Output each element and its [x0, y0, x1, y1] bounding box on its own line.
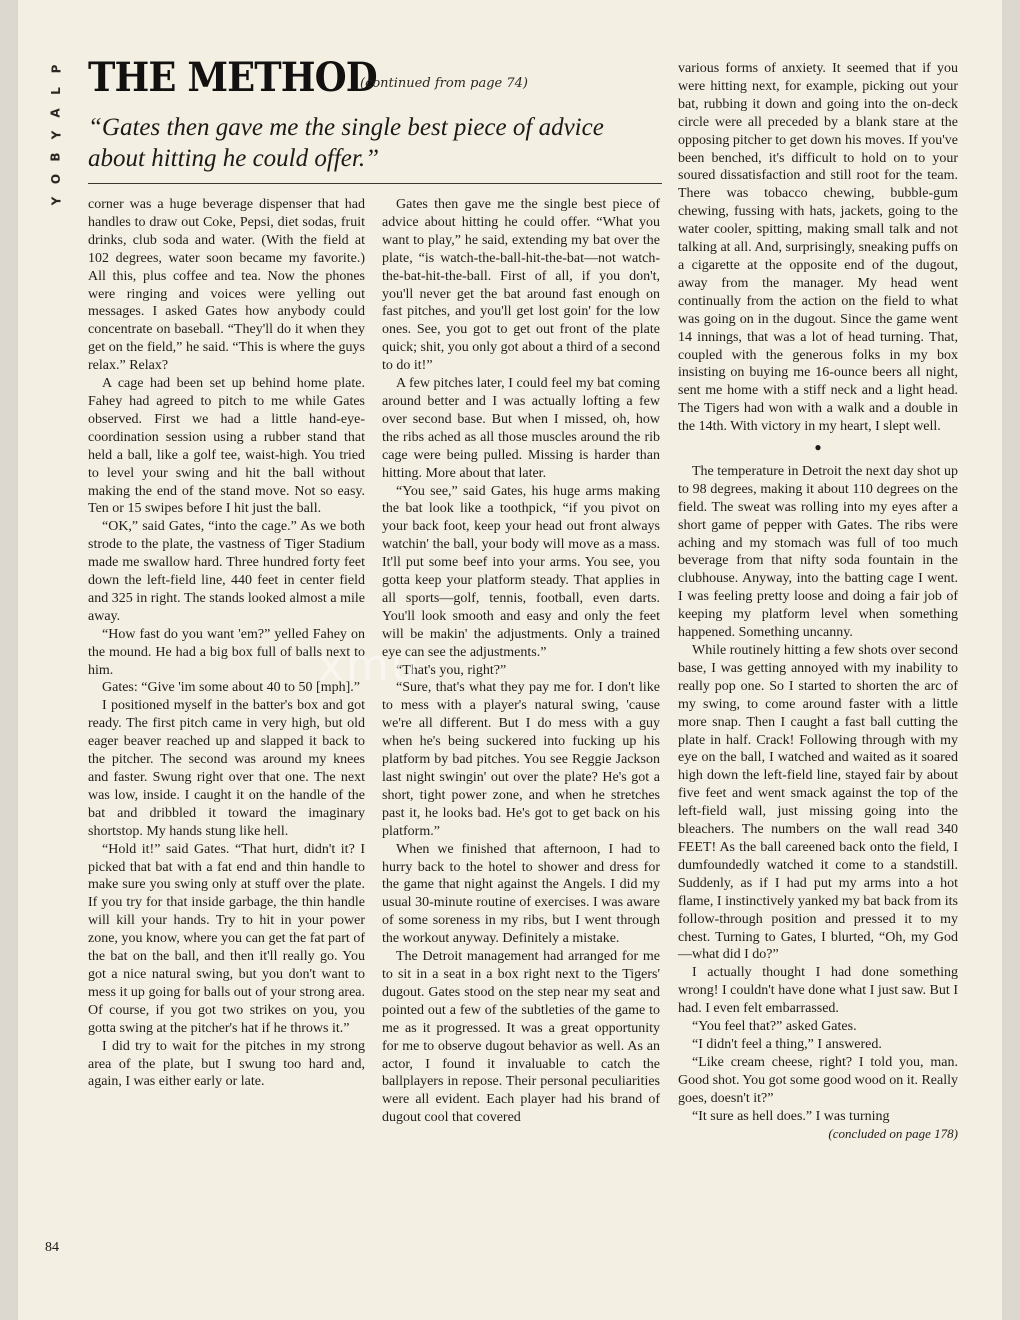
- paragraph: While routinely hitting a few shots over second base, I was getting annoyed with my inability to really pop one. So I started to shorten the arc of my swing, to come around faster with a little more snap. Then I caught a fast ball cutting the plate in half. Crack! Following through with my eye on the ball, I watched and waited as it soared high down the left-field line, stayed fair by about five feet and went smack against the top of the left-field wall, just missing going into the bleachers. The numbers on the wall read 340 FEET! As the ball careened back onto the field, I dumfoundedly watched it come to a standstill. Suddenly, as if I had put my arms into a hot flame, I instinctively yanked my bat back from its follow-through position and pressed it to my chest. Turning to Gates, I blurted, “Oh, my God—what did I do?”: [678, 643, 958, 963]
- paragraph: “You feel that?” asked Gates.: [692, 1019, 857, 1035]
- paragraph: “You see,” said Gates, his huge arms making the bat look like a toothpick, “if you pivot on your back foot, keep your head out front always watchin' the ball, your body will move as a mass. It'll put some beef into your arms. You see, you gotta keep your platform steady. That applies in all sports—golf, tennis, football, even darts. You'll look smooth and easy and only the feet will be makin' the adjustments. Only a trained eye can see the adjustments.”: [382, 483, 660, 660]
- paragraph: I actually thought I had done something wrong! I couldn't have done what I just saw. But I had. I even felt embarrassed.: [678, 965, 958, 1017]
- paragraph: “That's you, right?”: [396, 662, 507, 678]
- paragraph: The Detroit management had arranged for me to sit in a seat in a box right next to the Tigers' dugout. Gates stood on the step near my seat and pointed out a few of the subtleties of the game to me as it progressed. It was a great opportunity for me to observe dugout behavior as well. As an actor, I found it invaluable to catch the ballplayers in repose. Their personal peculiarities were all evident. Each player had his brand of dugout cool that covered: [382, 949, 660, 1126]
- paragraph: “How fast do you want 'em?” yelled Fahey on the mound. He had a big box full of balls next to him.: [88, 626, 365, 678]
- pull-quote: “Gates then gave me the single best piece of advice about hitting he could offer.”: [88, 114, 604, 172]
- concluded-note: (concluded on page 178): [828, 1126, 958, 1142]
- text-column-1: [88, 196, 365, 1091]
- brand-letter: A: [48, 108, 63, 118]
- brand-letter: P: [48, 64, 63, 74]
- text-column-2: [382, 196, 660, 1127]
- brand-letter: O: [48, 173, 63, 185]
- magazine-brand-vertical: [46, 58, 66, 212]
- article-header: [88, 56, 668, 102]
- paragraph: A few pitches later, I could feel my bat coming around better and I was actually lofting a few over second base. But when I missed, oh, how the ribs ached as all those muscles around the rib cage were being pulled. Missing is harder than hitting. More about that later.: [382, 376, 660, 481]
- paragraph: “Sure, that's what they pay me for. I don't like to mess with a player's natural swing, 'cause we're all different. But I do mess with a guy when he's being suckered into fucking up his platform by bad pitches. You see Reggie Jackson last night swingin' out over the plate? He's got a short, tight power zone, and when he stretches past it, he looks bad. He's got to get back on his platform.”: [382, 680, 660, 839]
- watermark: xmu: [318, 640, 421, 691]
- text-column-3: [678, 60, 958, 1143]
- paragraph: “Hold it!” said Gates. “That hurt, didn't it? I picked that bat with a fat end and thin handle to make sure you swing only at stuff over the plate. If you try for that inside garbage, the thin handle will kill your hands. Try to hit in your power zone, you know, where you can get the fat part of the bat on the ball, and then it'll really go. You got a nice natural swing, but you don't want to mess it up going for balls out of your strong area. Of course, if you got two strikes on you, you gotta swing at the pitcher's hat if he throws it.”: [88, 841, 365, 1036]
- magazine-page: [18, 0, 1002, 1320]
- text-column-3-part-a: [678, 60, 958, 436]
- continued-note: (continued from page 74): [360, 76, 528, 91]
- brand-letter: Y: [48, 196, 63, 206]
- paragraph: A cage had been set up behind home plate. Fahey had agreed to pitch to me while Gates observed. First we had a little hand-eye-coordination session using a rubber stand that held a ball, like a golf tee, waist-high. You tried to level your swing and hit the ball without making the end of the stand move. Not so easy. Ten or 15 swipes before I hit just the ball.: [88, 376, 365, 517]
- paragraph: When we finished that afternoon, I had to hurry back to the hotel to shower and dress for the game that night against the Angels. I did my usual 30-minute routine of exercises. I was aware of some soreness in my ribs, but I went through the workout anyway. Definitely a mistake.: [382, 841, 660, 947]
- article-title: THE METHOD: [88, 54, 377, 101]
- paragraph: The temperature in Detroit the next day shot up to 98 degrees, making it about 110 degrees on the field. The sweat was rolling into my eyes after a short game of pepper with Gates. The ribs were aching and my stomach was full of too much beverage from that nifty soda fountain in the clubhouse. Anyway, into the batting cage I went. I was feeling pretty loose and doing a fair job of keeping my platform level when something happened. Something uncanny.: [678, 463, 958, 641]
- paragraph: “OK,” said Gates, “into the cage.” As we both strode to the plate, the vastness of Tiger Stadium made me swallow hard. Three hundred forty feet down the left-field line, 440 feet in center field and 325 in right. The stands looked almost a mile away.: [88, 519, 365, 624]
- brand-letter: Y: [48, 130, 63, 140]
- paragraph: “I didn't feel a thing,” I answered.: [692, 1036, 882, 1052]
- paragraph: I positioned myself in the batter's box and got ready. The first pitch came in very high, but old eager beaver reached up and slapped it back to the pitcher. The second was around my knees and faster. Swung right over that one. The next was low, inside. I caught it on the handle of the bat and dribbled it toward the imaginary shortstop. My hands stung like hell.: [88, 698, 365, 839]
- text-column-3-part-b: [678, 463, 958, 1126]
- paragraph: corner was a huge beverage dispenser that had handles to draw out Coke, Pepsi, diet sodas, fruit drinks, club soda and water. (With the field at 102 degrees, water soon became my favorite.) All this, plus coffee and tea. Now the phones were ringing and voices were yelling out messages. I asked Gates how anybody could concentrate on baseball. “They'll do it when they get on the field,” he said. “This is where the guys relax.” Relax?: [88, 197, 365, 374]
- header-rule: [88, 183, 662, 184]
- paragraph: “It sure as hell does.” I was turning: [692, 1108, 890, 1124]
- paragraph: “Like cream cheese, right? I told you, man. Good shot. You got some good wood on it. Really goes, doesn't it?”: [678, 1054, 959, 1106]
- brand-letter: L: [49, 87, 63, 95]
- paragraph: Gates then gave me the single best piece of advice about hitting he could offer. “What you want to play,” he said, extending my bat over the plate, “is watch-the-ball-hit-the-bat—not watch-the-bat-hit-the-ball. First of all, if you don't, you'll never get the bat around fast enough on fast pitches, and you'll get lost goin' for the low ones. See, you got to get out front of the plate quick; shit, you only got about a third of a second to do it!”: [382, 197, 661, 374]
- section-break: ●: [814, 440, 822, 455]
- paragraph: I did try to wait for the pitches in my strong area of the plate, but I swung too hard and, again, I was either early or late.: [88, 1038, 365, 1090]
- page-number: 84: [45, 1240, 59, 1255]
- paragraph: various forms of anxiety. It seemed that if you were hitting next, for example, picking out your bat, rubbing it down and going into the on-deck circle were all preceded by a blank stare at the opposing pitcher to get down his moves. If you've been benched, it's difficult to hold on to your soured dissatisfaction and still root for the team. There was tobacco chewing, bubble-gum chewing, fussing with hats, jackets, going to the water cooler, spitting, making small talk and not talking at all. And, surprisingly, sneaking puffs on a cigarette at the opposite end of the dugout, away from the manager. My head went continually from the action on the field to what was going on in the dugout. Since the game went 14 innings, that was a lot of head turning. That, coupled with the generous folks in my box insisting on buying me 16-ounce beers all night, sent me home with a stiff neck and a light head. The Tigers had won with a walk and a double in the 14th. With victory in my heart, I slept well.: [678, 61, 958, 435]
- brand-letter: B: [49, 152, 63, 162]
- paragraph: Gates: “Give 'im some about 40 to 50 [mph].”: [102, 680, 360, 696]
